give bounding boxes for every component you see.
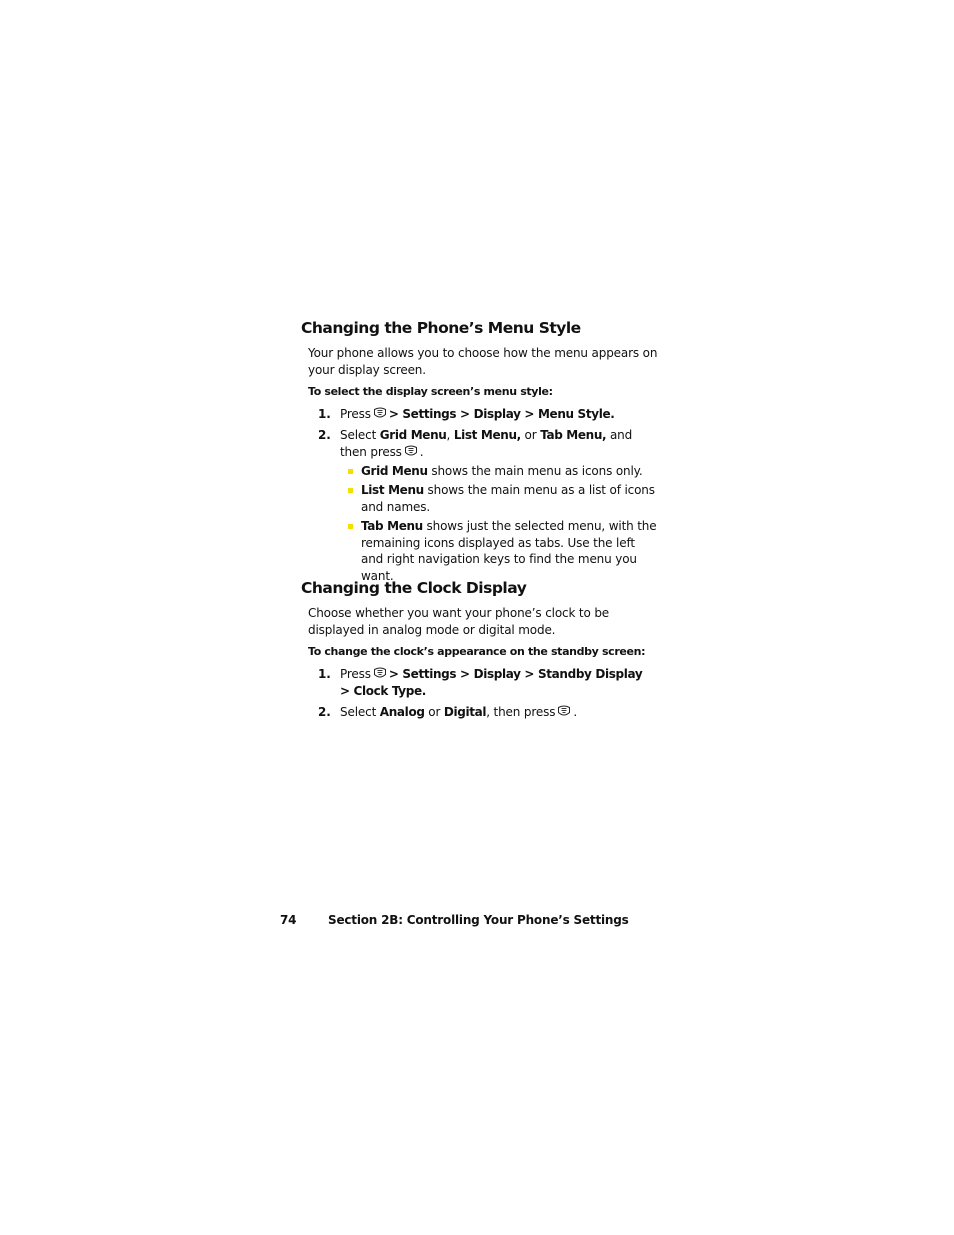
- then-press-label: and then press: [340, 428, 633, 459]
- bullet-text: [361, 463, 657, 480]
- bullet-square-icon: [348, 469, 353, 474]
- bullet-desc: shows the main menu as a list of icons and names.: [361, 483, 655, 514]
- bullet-term: Grid Menu: [361, 464, 428, 478]
- press-label: Press: [340, 667, 371, 681]
- menu-key-icon: [404, 444, 418, 458]
- option-tab-menu: Tab Menu,: [540, 428, 607, 442]
- step-text: [340, 704, 658, 721]
- bullet-square-icon: [348, 524, 353, 529]
- option-digital: Digital: [443, 705, 487, 719]
- bullet-text: [361, 482, 657, 515]
- bullet-text: [361, 518, 657, 584]
- page-number: 74: [280, 913, 297, 927]
- bullet-square-icon: [348, 488, 353, 493]
- period: .: [573, 705, 577, 719]
- menu-key-icon: [373, 406, 387, 420]
- or-label: or: [524, 428, 537, 442]
- select-label: Select: [340, 428, 377, 442]
- step-text: [340, 427, 658, 460]
- period: .: [419, 444, 424, 459]
- heading-clock-display: Changing the Clock Display: [301, 579, 527, 597]
- menu-key-icon: [557, 704, 571, 718]
- step-text: [340, 406, 658, 423]
- menu-style-intro: Your phone allows you to choose how the menu appears on your display screen.: [308, 346, 658, 377]
- option-grid-menu: Grid Menu: [379, 428, 447, 442]
- clock-display-subheading: To change the clock’s appearance on the standby screen:: [308, 645, 646, 658]
- footer-section-title: Section 2B: Controlling Your Phone’s Settings: [328, 913, 629, 927]
- step-number: 1.: [318, 667, 331, 681]
- menu-key-icon: [373, 666, 387, 680]
- bullet-desc: shows just the selected menu, with the remaining icons displayed as tabs. Use the left and right navigation keys to find the menu you want.: [361, 519, 657, 583]
- step-number: 2.: [318, 705, 331, 719]
- menu-path: > Settings > Display > Menu Style.: [388, 407, 615, 421]
- bullet-term: Tab Menu: [361, 519, 423, 533]
- menu-style-subheading: To select the display screen’s menu style:: [308, 385, 553, 398]
- press-label: Press: [340, 407, 371, 421]
- heading-menu-style: Changing the Phone’s Menu Style: [301, 319, 581, 337]
- or-label: or: [428, 705, 441, 719]
- option-list-menu: List Menu,: [453, 428, 521, 442]
- bullet-term: List Menu: [361, 483, 424, 497]
- select-label: Select: [340, 705, 377, 719]
- menu-path: > Settings > Display > Standby Display: [388, 667, 643, 681]
- then-press-label: , then press: [486, 705, 556, 719]
- clock-display-intro: Choose whether you want your phone’s clock to be displayed in analog mode or digital mode.: [308, 606, 610, 637]
- menu-path-cont: > Clock Type.: [340, 683, 426, 698]
- step-text: [340, 666, 658, 699]
- step-number: 1.: [318, 407, 331, 421]
- step-number: 2.: [318, 428, 331, 442]
- comma: ,: [446, 428, 451, 442]
- option-analog: Analog: [379, 705, 425, 719]
- bullet-desc: shows the main menu as icons only.: [431, 464, 643, 478]
